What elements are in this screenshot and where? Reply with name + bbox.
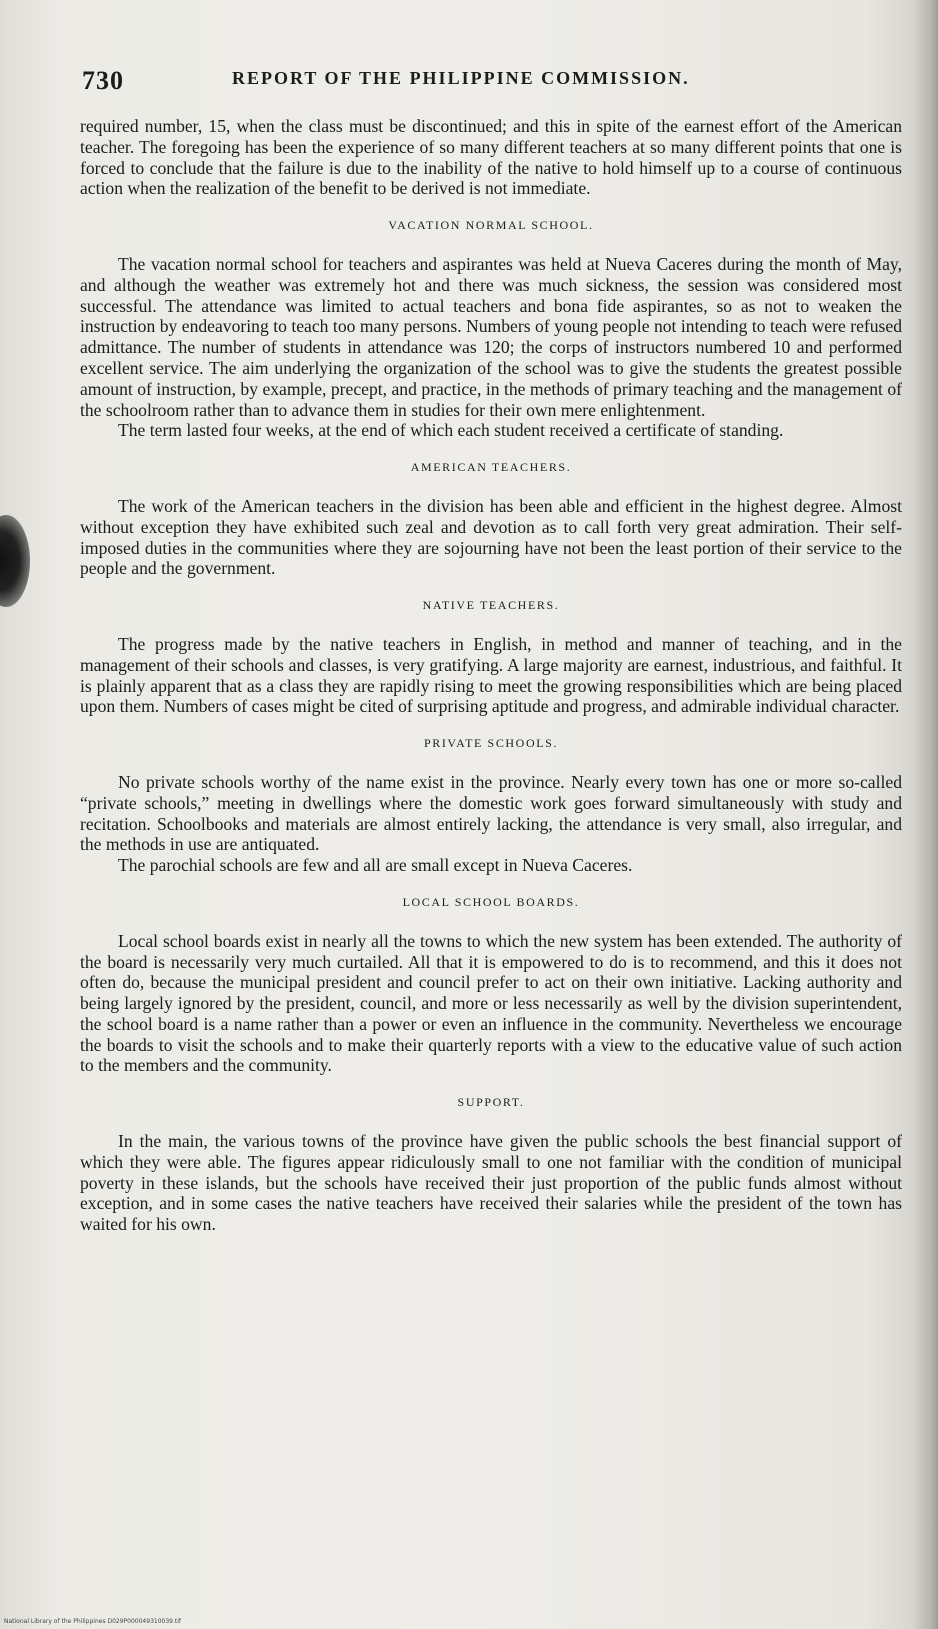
scan-credit: National Library of the Philippines D029P000049310039.tif	[4, 1618, 182, 1625]
paragraph-vacation-1: The vacation normal school for teachers and aspirantes was held at Nueva Caceres during the month of May, and although the weather was extremely hot and there was much sickness, the session was considered most successful. The attendance was limited to actual teachers and bona fide aspirantes, so as not to weaken the instruction by endeavoring to teach too many persons. Numbers of young people not intending to teach were refused admittance. The number of students in attendance was 120; the corps of instructors numbered 10 and performed excellent service. The aim underlying the organization of the school was to give the students the greatest possible amount of instruction, by example, precept, and practice, in the methods of primary teaching and the management of the schoolroom rather than to advance them in studies for their own mere enlightenment.	[80, 253, 902, 420]
page-header	[82, 66, 902, 100]
section-heading-american-teachers: AMERICAN TEACHERS.	[410, 460, 572, 475]
paragraph-boards-1: Local school boards exist in nearly all the towns to which the new system has been extended. The authority of the board is necessarily very much curtailed. All that it is empowered to do is to recommend, and this it does not often do, because the municipal president and council prefer to act on their own initiative. Lacking authority and being largely ignored by the president, council, and more or less necessarily as well by the division superintendent, the school board is a name rather than a power or even an influence in the community. Nevertheless we encourage the boards to visit the schools and to make their quarterly reports with a view to the educative value of such action to the members and the community.	[80, 930, 902, 1076]
paragraph-native-1: The progress made by the native teachers in English, in method and manner of teaching, and in the management of their schools and classes, is very gratifying. A large majority are earnest, industrious, and faithful. It is plainly apparent that as a class they are rapidly rising to meet the growing responsibilities which are being placed upon them. Numbers of cases might be cited of surprising aptitude and progress, and admirable individual character.	[80, 633, 902, 717]
section-heading-local-school-boards: LOCAL SCHOOL BOARDS.	[402, 894, 580, 909]
paragraph-support-1: In the main, the various towns of the province have given the public schools the best financial support of which they were able. The figures appear ridiculously small to one not familiar with the condition of municipal poverty in these islands, but the schools have received their just proportion of the public funds almost without exception, and in some cases the native teachers have received their salaries while the president of the town has waited for his own.	[80, 1131, 902, 1235]
paragraph-private-1: No private schools worthy of the name exist in the province. Nearly every town has one or more so-called “private schools,” meeting in dwellings where the domestic work goes forward simultaneously with study and recitation. Schoolbooks and materials are almost entirely lacking, the attendance is very small, also irregular, and the methods in use are antiquated.	[80, 771, 902, 855]
paragraph-private-2: The parochial schools are few and all are small except in Nueva Caceres.	[118, 855, 633, 876]
paragraph-vacation-2: The term lasted four weeks, at the end of which each student received a certificate of standing.	[118, 420, 784, 441]
page-body	[80, 116, 902, 1235]
section-heading-support: SUPPORT.	[457, 1095, 525, 1110]
section-heading-private-schools: PRIVATE SCHOOLS.	[423, 736, 559, 751]
running-title: REPORT OF THE PHILIPPINE COMMISSION.	[232, 68, 690, 88]
page-edge-shadow	[912, 0, 938, 1629]
page-number: 730	[82, 66, 124, 95]
section-heading-native-teachers: NATIVE TEACHERS.	[422, 598, 560, 613]
paragraph-intro: required number, 15, when the class must be discontinued; and this in spite of the earnest effort of the American teacher. The foregoing has been the experience of so many different teachers at so many different points that one is forced to conclude that the failure is due to the inability of the native to hold himself up to a course of continuous action when the realization of the benefit to be derived is not immediate.	[80, 116, 902, 199]
paragraph-american-1: The work of the American teachers in the division has been able and efficient in the highest degree. Almost without exception they have exhibited such zeal and devotion as to call forth very great admiration. Their self-imposed duties in the communities where they are sojourning have not been the least portion of their service to the people and the government.	[80, 495, 902, 579]
binding-hole-mark	[0, 515, 30, 607]
section-heading-vacation-normal-school: VACATION NORMAL SCHOOL.	[388, 218, 594, 233]
